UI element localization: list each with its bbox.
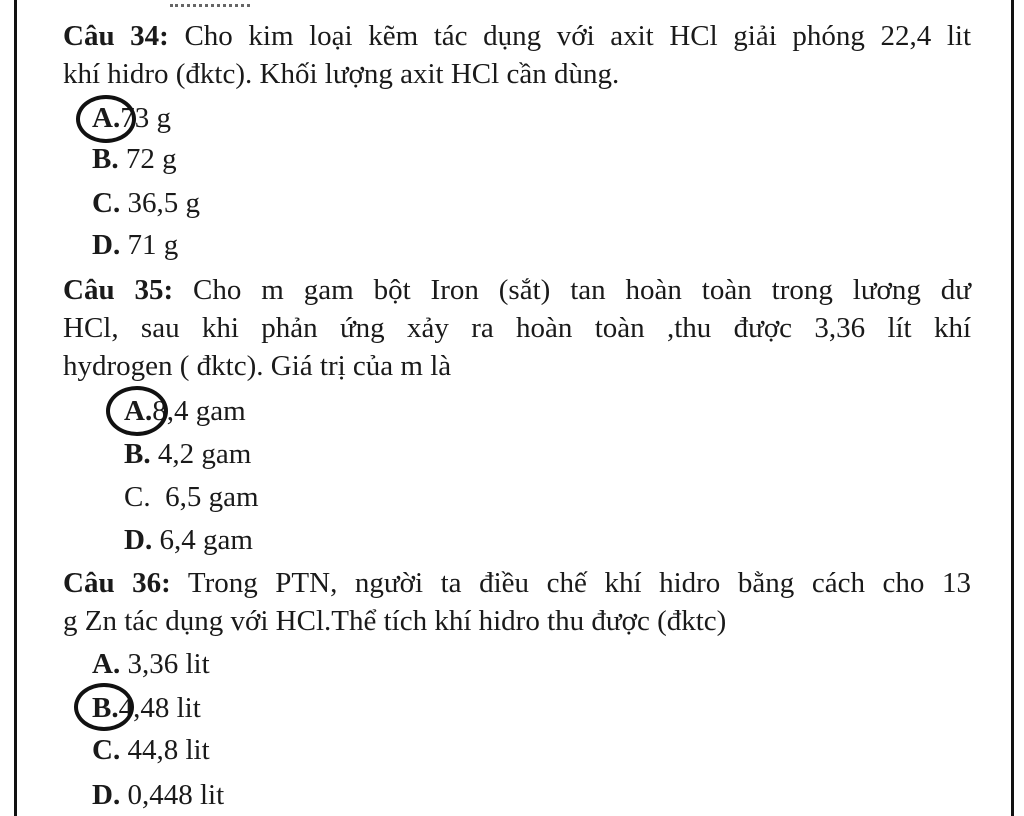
question-34-number: Câu 34: [63,20,169,52]
q36-option-c-text: 44,8 lit [120,734,210,766]
question-35-line-1 [63,272,971,309]
q35-option-b-text: 4,2 gam [150,438,252,470]
q35-option-d-letter: D. [124,524,153,556]
q36-option-d-letter: D. [92,779,121,811]
cropped-text-fragment [170,0,250,7]
q35-option-c-text: 6,5 gam [150,481,259,513]
q35-answer-circle [106,386,168,436]
q34-option-c-letter: C. [92,187,121,219]
q36-option-c-letter: C. [92,734,121,766]
q34-option-a-letter: A. [92,102,121,134]
q34-answer-circle [76,95,136,143]
q34-option-d-text: 71 g [120,229,179,261]
left-border [14,0,17,816]
q34-option-d[interactable] [92,227,178,264]
question-34-line-2: khí hidro (đktc). Khối lượng axit HCl cần dùng. [63,58,620,90]
q36-answer-circle [74,683,134,731]
q35-option-b[interactable] [124,436,251,473]
q34-option-c[interactable] [92,185,200,222]
q36-option-d-text: 0,448 lit [120,779,225,811]
question-35-text-1: Cho m gam bột Iron (sắt) tan hoàn toàn trong lương dư [193,274,971,306]
question-34-text-1: Cho kim loại kẽm tác dụng với axit HCl giải phóng 22,4 lit [184,20,971,52]
q36-option-a[interactable] [92,646,210,683]
q34-option-b-text: 72 g [118,143,177,175]
q36-option-b-text: 4,48 lit [118,692,201,724]
q36-option-a-letter: A. [92,648,121,680]
q34-option-c-text: 36,5 g [120,187,200,219]
question-35-number: Câu 35: [63,274,174,306]
question-36-line-1 [63,565,971,602]
q36-option-c[interactable] [92,732,210,769]
q34-option-b-letter: B. [92,143,119,175]
q35-option-d-text: 6,4 gam [152,524,253,556]
question-34-line-1 [63,18,971,55]
q34-option-b[interactable] [92,141,177,178]
q35-option-c[interactable] [124,479,259,516]
q36-option-a-text: 3,36 lit [120,648,210,680]
right-border [1011,0,1014,816]
q35-option-a-text: 8,4 gam [152,395,246,427]
question-36-number: Câu 36: [63,567,171,599]
q35-option-a-letter: A. [124,395,153,427]
q36-option-b-letter: B. [92,692,119,724]
question-35-line-3: hydrogen ( đktc). Giá trị của m là [63,350,452,382]
q35-option-c-letter: C. [124,481,151,513]
q34-option-a-text: 73 g [120,102,171,134]
q36-option-d[interactable] [92,777,224,814]
q34-option-d-letter: D. [92,229,121,261]
question-35-line-2: HCl, sau khi phản ứng xảy ra hoàn toàn ,thu được 3,36 lít khí [63,312,971,344]
question-36-line-2: g Zn tác dụng với HCl.Thể tích khí hidro thu được (đktc) [63,605,727,637]
question-36-text-1: Trong PTN, người ta điều chế khí hidro bằng cách cho 13 [187,567,971,599]
q35-option-d[interactable] [124,522,253,559]
q35-option-b-letter: B. [124,438,151,470]
